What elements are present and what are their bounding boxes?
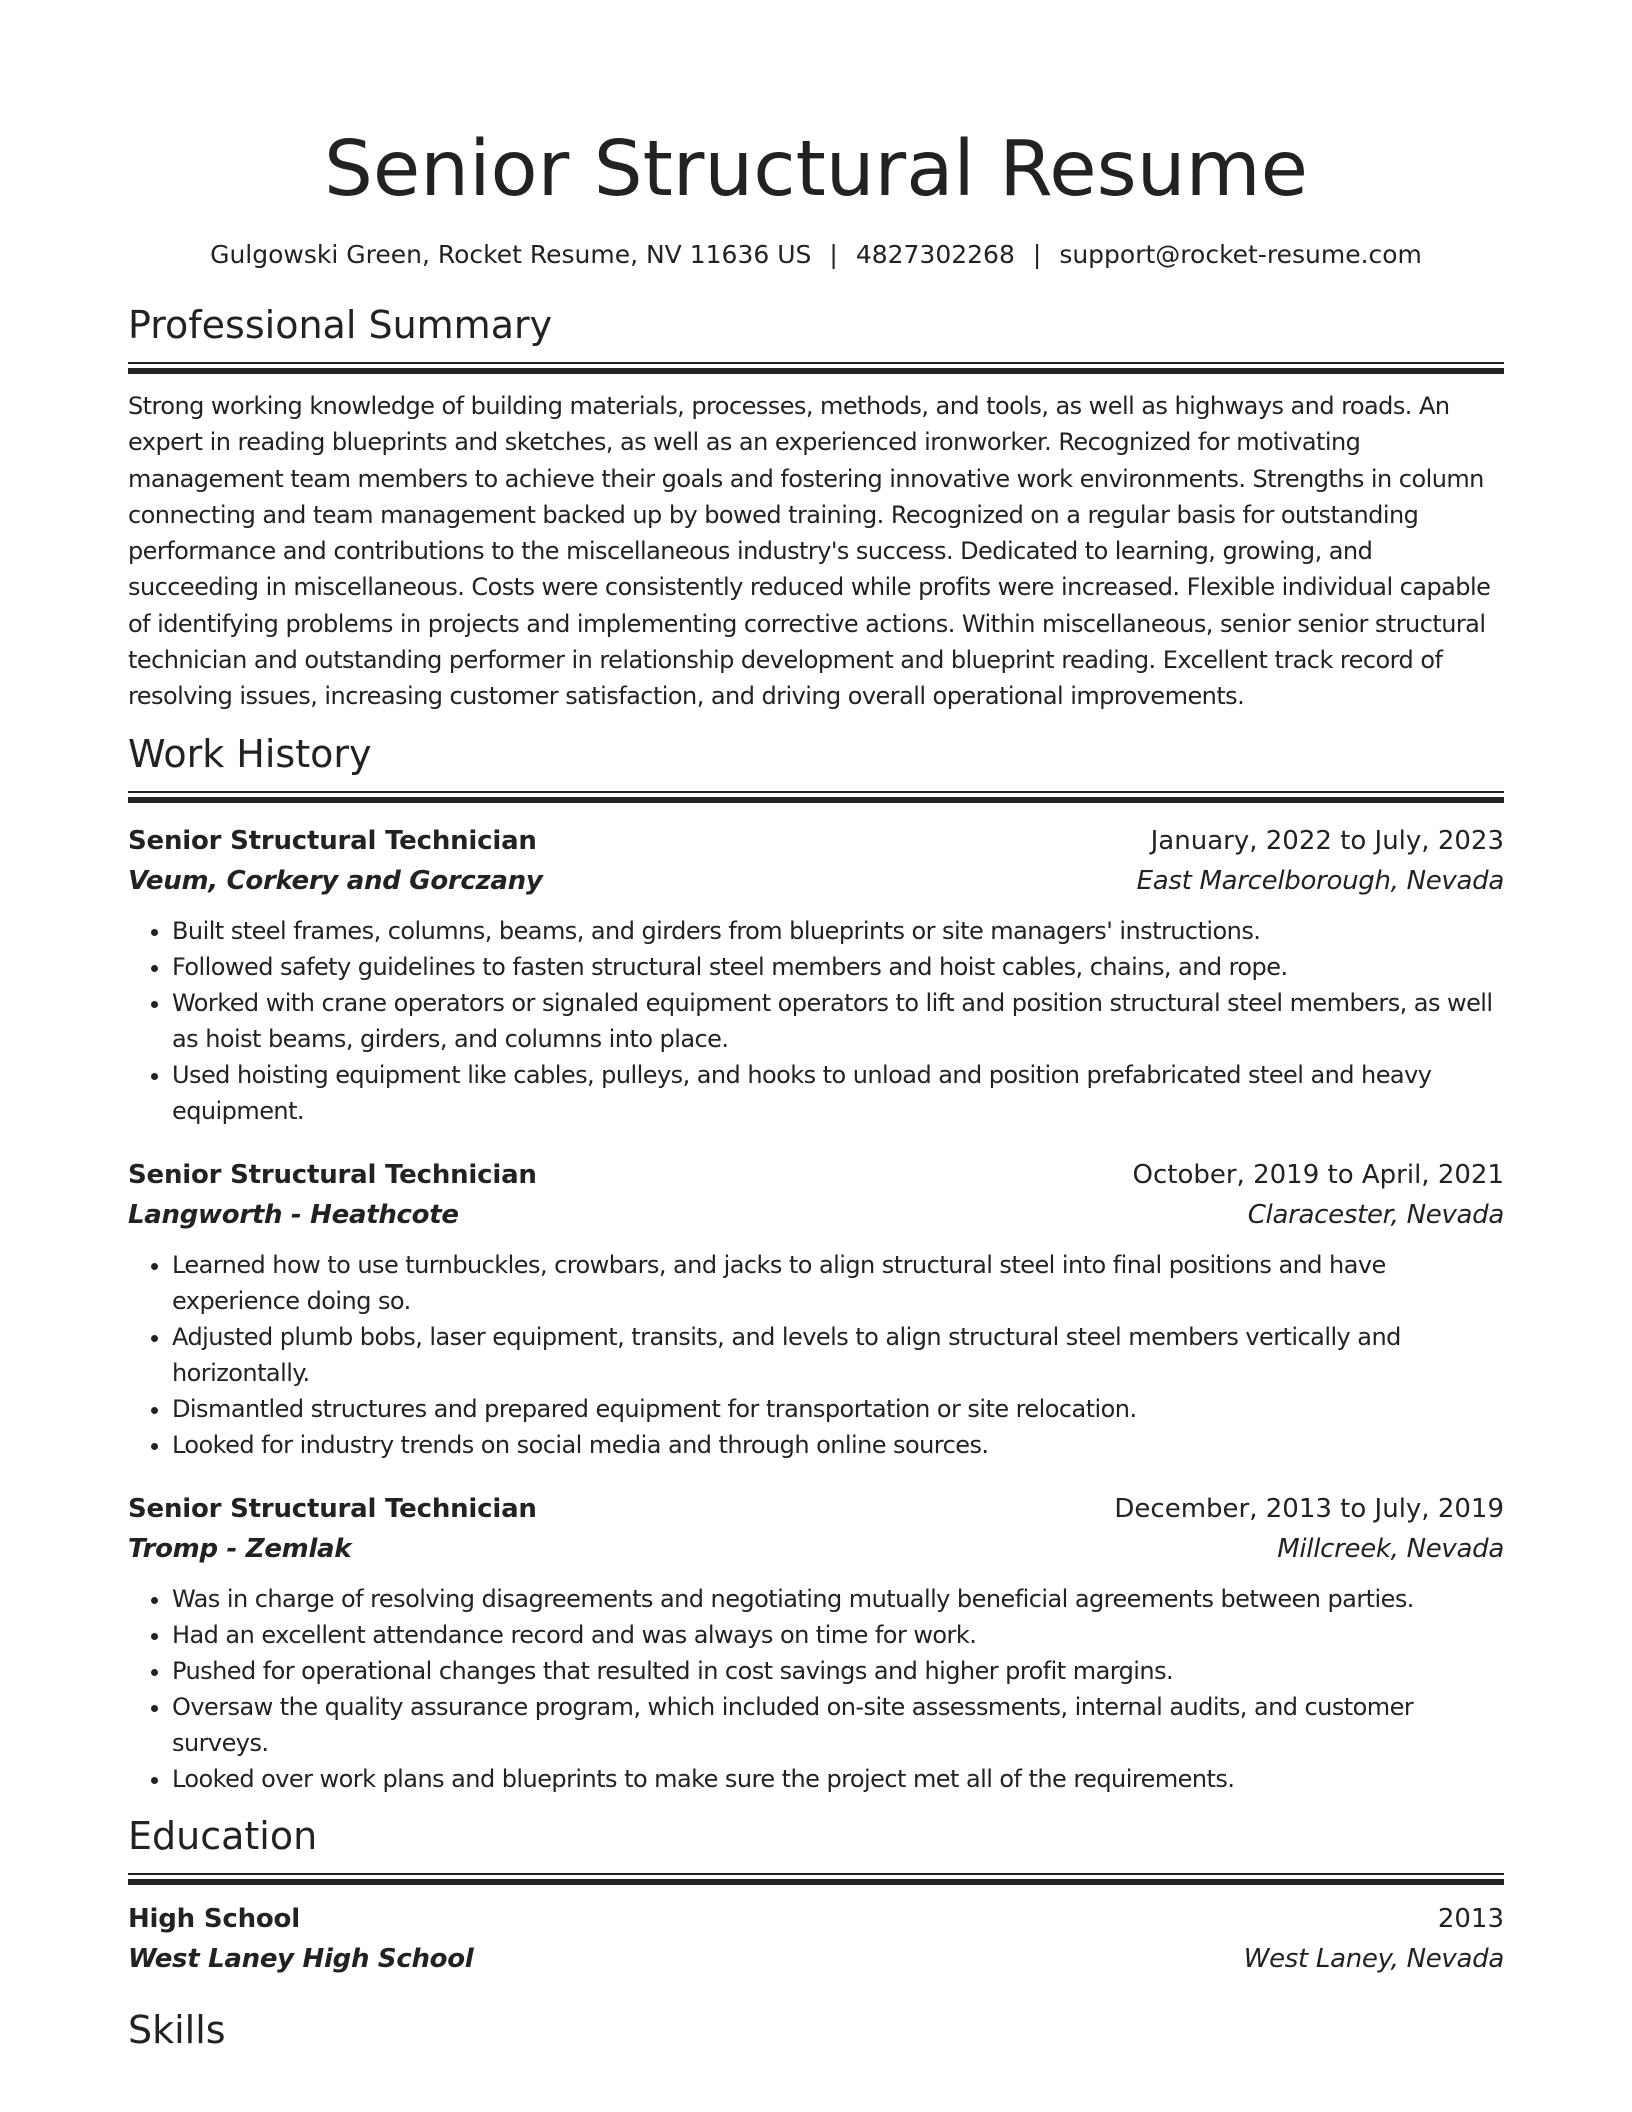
job-entry [128,821,1504,1129]
education-location: West Laney, Nevada [1243,1943,1504,1974]
education-year: 2013 [1437,1903,1504,1934]
section-title-skills: Skills [128,2007,226,2052]
job-dates: October, 2019 to April, 2021 [1132,1159,1504,1190]
list-item: • Pushed for operational changes that resulted in cost savings and higher profit margins. [172,1653,1504,1689]
list-item: • Learned how to use turnbuckles, crowbars, and jacks to align structural steel into final positions and have experience doing so. [172,1247,1504,1319]
list-item: • Adjusted plumb bobs, laser equipment, transits, and levels to align structural steel members vertically and horizontally. [172,1319,1504,1391]
job-dates: January, 2022 to July, 2023 [1150,825,1504,856]
list-item: • Had an excellent attendance record and was always on time for work. [172,1617,1504,1653]
contact-phone: 4827302268 [855,240,1015,269]
education-entry [128,1899,1504,1979]
job-location: Claracester, Nevada [1247,1199,1504,1230]
section-divider [128,791,1504,803]
section-title-education: Education [128,1813,318,1858]
contact-separator: | [829,240,838,269]
education-section [128,1811,1504,1979]
list-item: • Followed safety guidelines to fasten structural steel members and hoist cables, chains, and rope. [172,949,1504,985]
job-company: Langworth - Heathcote [128,1199,459,1230]
job-entry [128,1155,1504,1463]
summary-text: Strong working knowledge of building materials, processes, methods, and tools, as well as highways and roads. An expert in reading blueprints and sketches, as well as an experienced ironworker. Recognized for motivating management team members to achieve their goals and fostering innovative work environments. Strengths in column connecting and team management backed up by bowed training. Recognized on a regular basis for outstanding performance and contributions to the miscellaneous industry's success. Dedicated to learning, growing, and succeeding in miscellaneous. Costs were consistently reduced while profits were increased. Flexible individual capable of identifying problems in projects and implementing corrective actions. Within miscellaneous, senior senior structural technician and outstanding performer in relationship development and blueprint reading. Excellent track record of resolving issues, increasing customer satisfaction, and driving overall operational improvements. [128,392,1491,711]
contact-email: support@rocket-resume.com [1059,240,1422,269]
job-title: Senior Structural Technician [128,825,537,856]
job-company: Tromp - Zemlak [128,1533,352,1564]
list-item: • Worked with crane operators or signaled equipment operators to lift and position structural steel members, as well as hoist beams, girders, and columns into place. [172,985,1504,1057]
contact-separator: | [1032,240,1042,269]
section-divider [128,362,1504,374]
section-title-summary: Professional Summary [128,303,553,347]
skills-section [128,2005,1504,2055]
resume-page [128,0,1504,2055]
job-title: Senior Structural Technician [128,1493,537,1524]
job-bullets [128,1581,1504,1797]
contact-line [128,238,1504,272]
job-company: Veum, Corkery and Gorczany [128,865,543,896]
resume-title: Senior Structural Resume [324,125,1308,214]
section-divider [128,1873,1504,1885]
job-location: East Marcelborough, Nevada [1136,865,1504,896]
contact-address: Gulgowski Green, Rocket Resume, NV 11636 US [210,240,812,269]
education-degree: High School [128,1903,300,1934]
list-item: • Built steel frames, columns, beams, and girders from blueprints or site managers' instructions. [172,913,1504,949]
list-item: • Dismantled structures and prepared equipment for transportation or site relocation. [172,1391,1504,1427]
list-item: • Was in charge of resolving disagreements and negotiating mutually beneficial agreements between parties. [172,1581,1504,1617]
education-school: West Laney High School [128,1943,474,1974]
job-entry [128,1489,1504,1797]
list-item: • Used hoisting equipment like cables, pulleys, and hooks to unload and position prefabricated steel and heavy equipment. [172,1057,1504,1129]
job-bullets [128,913,1504,1129]
job-bullets [128,1247,1504,1463]
list-item: • Looked for industry trends on social media and through online sources. [172,1427,1504,1463]
list-item: • Looked over work plans and blueprints to make sure the project met all of the requirements. [172,1761,1504,1797]
job-title: Senior Structural Technician [128,1159,537,1190]
section-title-work-history: Work History [128,731,372,776]
summary-section [128,300,1504,715]
job-location: Millcreek, Nevada [1277,1533,1504,1564]
work-history-section [128,729,1504,1797]
job-dates: December, 2013 to July, 2019 [1114,1493,1504,1524]
list-item: • Oversaw the quality assurance program, which included on-site assessments, internal audits, and customer surveys. [172,1689,1504,1761]
